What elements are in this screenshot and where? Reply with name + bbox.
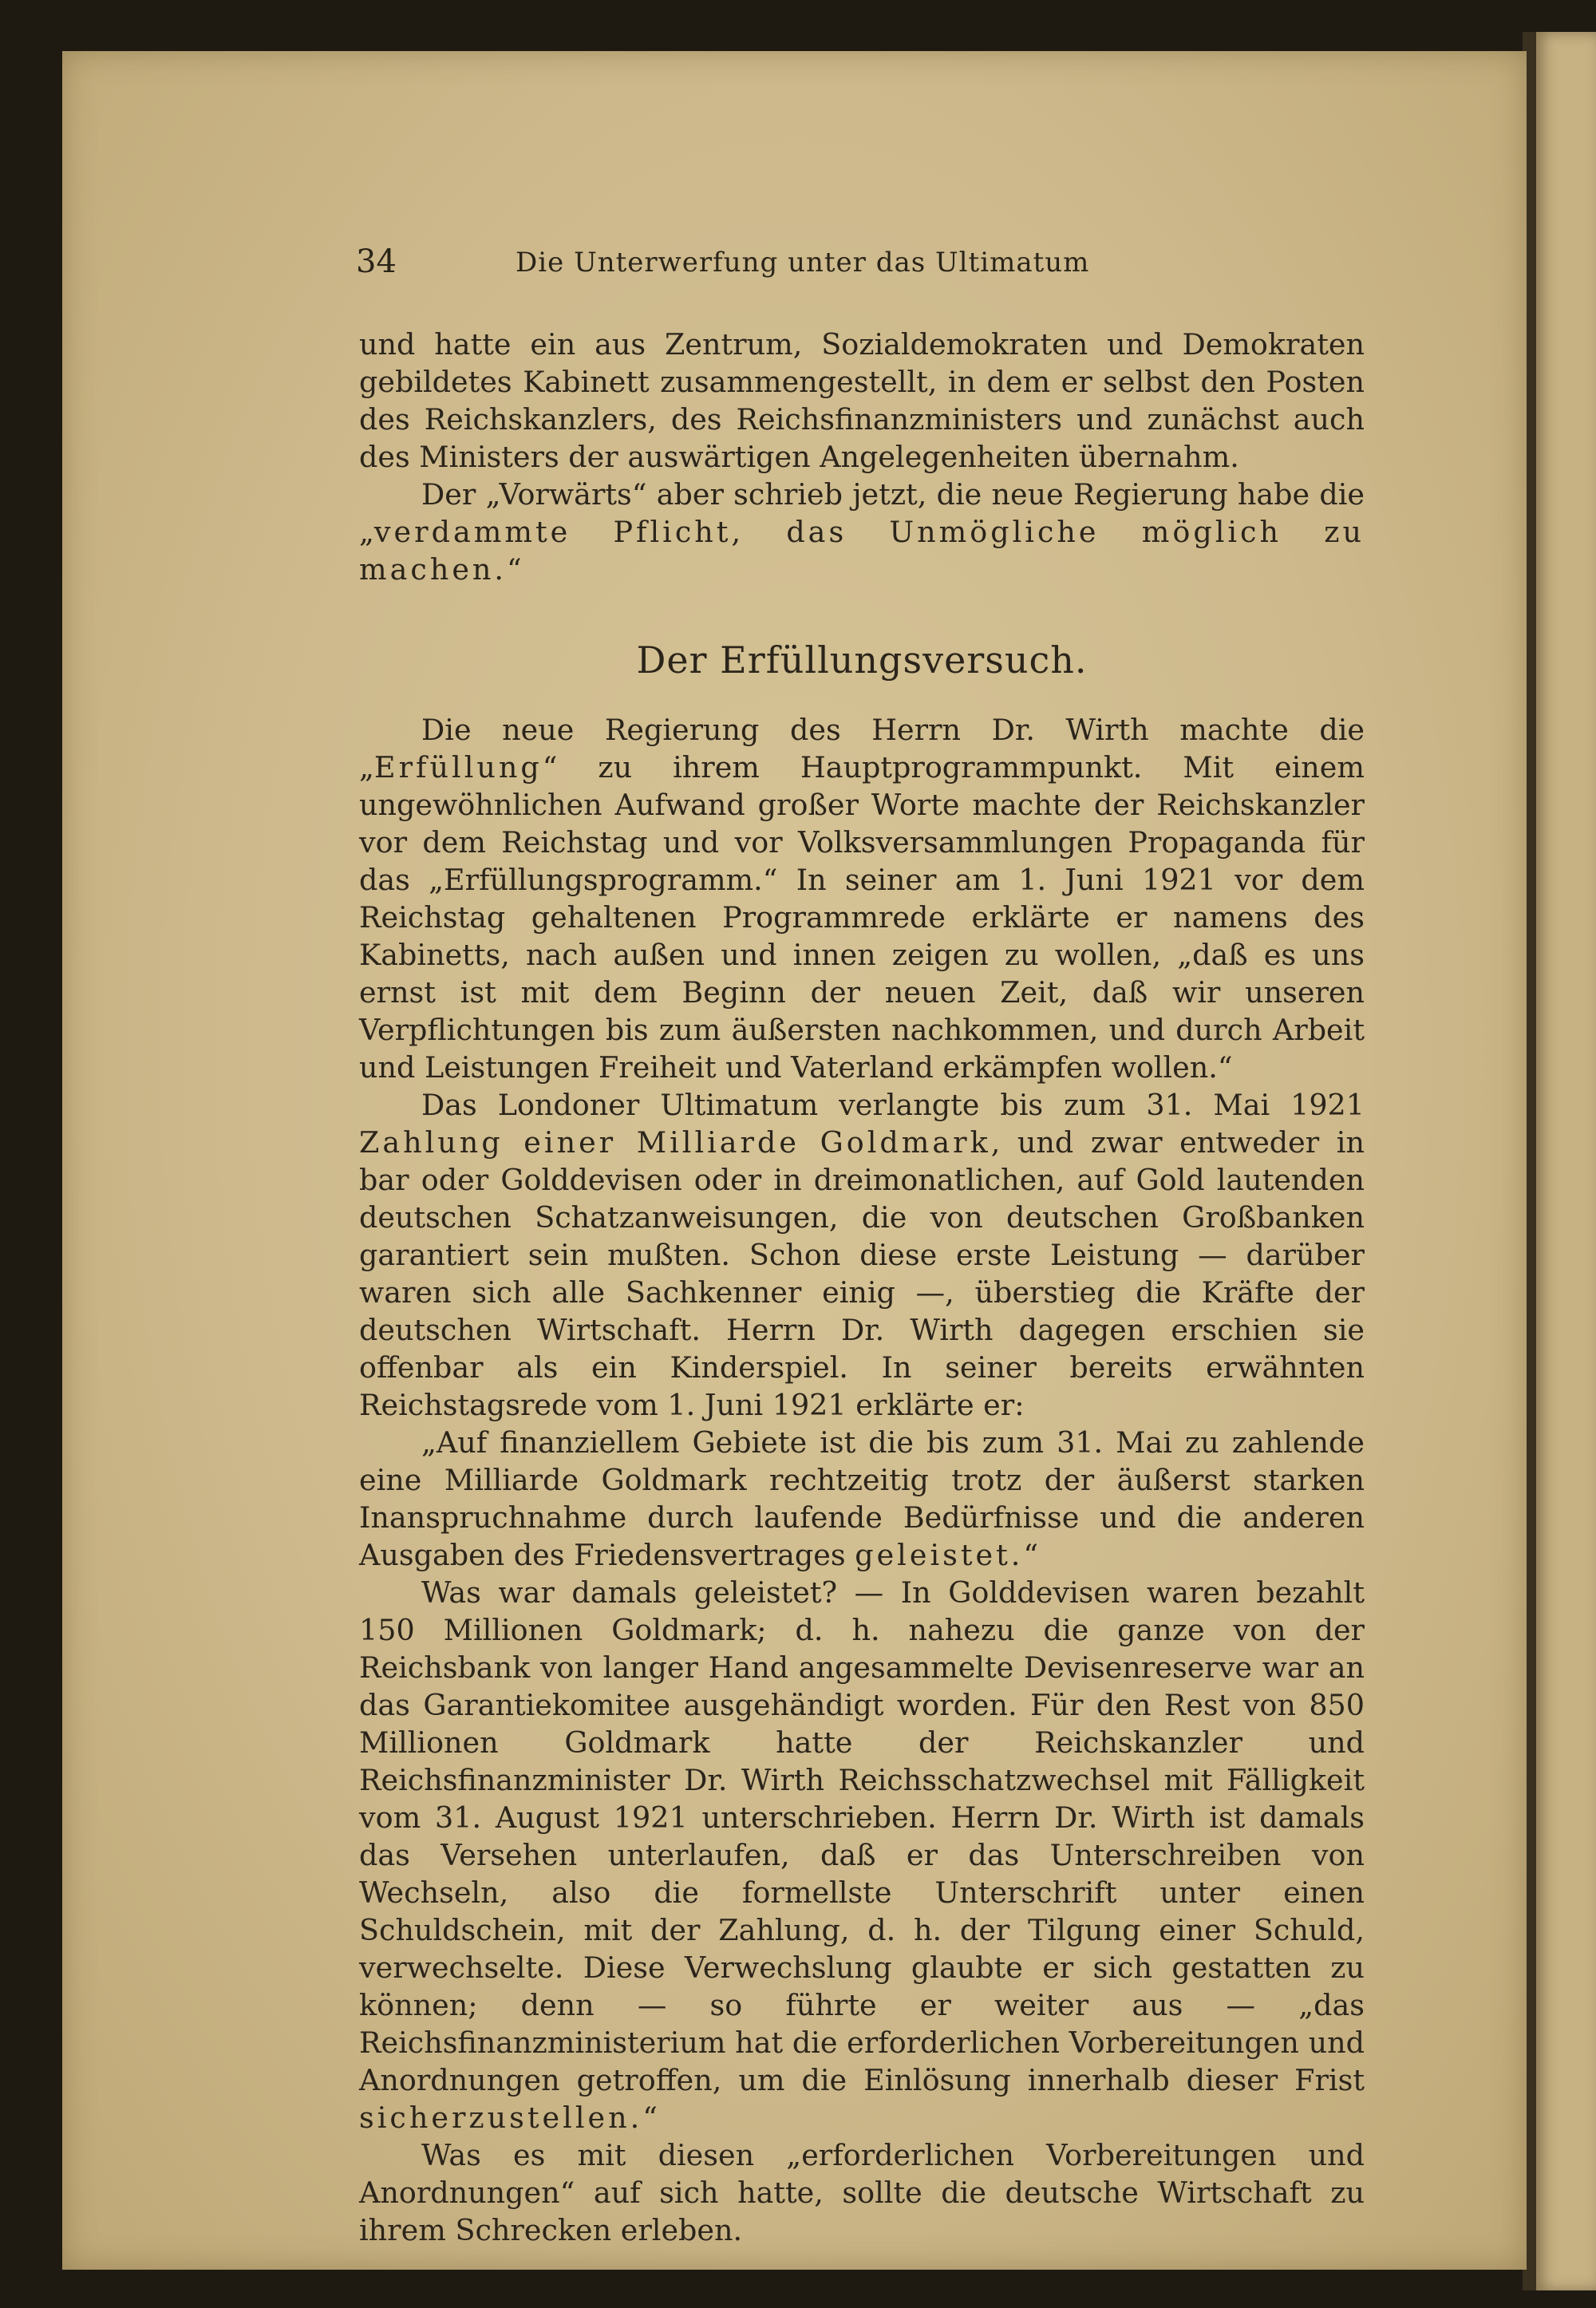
text-span: Der „Vorwärts“ aber schrieb jetzt, die neue Regierung habe die „ [359,477,1365,549]
body-text [359,326,1365,2249]
paragraph-2 [359,476,1365,588]
text-span: , und zwar entweder in bar oder Golddevisen oder in dreimonatlichen, auf Gold lautenden deutschen Schatzanweisungen, die von deutschen Großbanken garantiert sein mußten. Schon diese erste Leistung — darüber waren sich alle Sachkenner einig —, überstieg die Kräfte der deutschen Wirtschaft. Herrn Dr. Wirth dagegen erschien sie offenbar als ein Kinderspiel. In seiner bereits erwähnten Reichstagsrede vom 1. Juni 1921 erklärte er: [359,1125,1365,1422]
text-span: “ [1023,1538,1039,1572]
running-title: Die Unterwerfung unter das Ultimatum [516,247,1090,279]
paragraph-5 [359,1424,1365,1574]
emphasis-span: geleistet. [855,1538,1024,1572]
text-span: “ [507,552,522,587]
text-span: “ [642,2101,658,2135]
paragraph-7: Was es mit diesen „erforderlichen Vorbereitungen und Anordnungen“ auf sich hatte, sollte die deutsche Wirtschaft zu ihrem Schrecken erleben. [359,2138,1365,2247]
paragraph-3 [359,711,1365,1086]
text-span: Die neue Regierung des Herrn Dr. Wirth machte die „ [359,713,1365,784]
text-span: Das Londoner Ultimatum verlangte bis zum 31. Mai 1921 [421,1088,1365,1122]
page-number: 34 [356,243,397,280]
paragraph-1: und hatte ein aus Zentrum, Sozialdemokraten und Demokraten gebildetes Kabinett zusammengestellt, in dem er selbst den Posten des Reichskanzlers, des Reichsfinanzministers und zunächst auch des Ministers der auswärtigen Angelegenheiten übernahm. [359,327,1365,474]
emphasis-span: Erfüllung [373,750,543,784]
facing-page-edge [1536,32,1596,2290]
emphasis-span: Zahlung einer Milliarde Goldmark [359,1125,991,1160]
text-span: „Auf finanziellem Gebiete ist die bis zum 31. Mai zu zahlende eine Milliarde Goldmark rechtzeitig trotz der äußerst starken Inanspruchnahme durch laufende Bedürfnisse und die anderen Ausgaben des Friedensvertrages [359,1425,1365,1572]
emphasis-span: verdammte Pflicht, das Unmögliche möglich zu machen. [359,515,1365,587]
paragraph-4 [359,1086,1365,1424]
emphasis-span: sicherzustellen. [359,2101,643,2135]
text-span: Was war damals geleistet? — In Golddevisen waren bezahlt 150 Millionen Goldmark; d. h. nahezu die ganze von der Reichsbank von langer Hand angesammelte Devisenreserve war an das Garantiekomitee ausgehändigt worden. Für den Rest von 850 Millionen Goldmark hatte der Reichskanzler und Reichsfinanzminister Dr. Wirth Reichsschatzwechsel mit Fälligkeit vom 31. August 1921 unterschrieben. Herrn Dr. Wirth ist damals das Versehen unterlaufen, daß er das Unterschreiben von Wechseln, also die formellste Unterschrift unter einen Schuldschein, mit der Zahlung, d. h. der Tilgung einer Schuld, verwechselte. Diese Verwechslung glaubte er sich gestatten zu können; denn — so führte er weiter aus — „das Reichsfinanzministerium hat die erforderlichen Vorbereitungen und Anordnungen getroffen, um die Einlösung innerhalb dieser Frist [359,1575,1365,2097]
page-header [356,243,1377,283]
section-heading: Der Erfüllungsversuch. [636,638,1088,682]
text-span: “ zu ihrem Hauptprogrammpunkt. Mit einem ungewöhnlichen Aufwand großer Worte machte der Reichskanzler vor dem Reichstag und vor Volksversammlungen Propaganda für das „Erfüllungsprogramm.“ In seiner am 1. Juni 1921 vor dem Reichstag gehaltenen Programmrede erklärte er namens des Kabinetts, nach außen und innen zeigen zu wollen, „daß es uns ernst ist mit dem Beginn der neuen Zeit, daß wir unseren Verpflichtungen bis zum äußersten nachkommen, und durch Arbeit und Leistungen Freiheit und Vaterland erkämpfen wollen.“ [359,750,1365,1085]
paragraph-6 [359,1574,1365,2136]
